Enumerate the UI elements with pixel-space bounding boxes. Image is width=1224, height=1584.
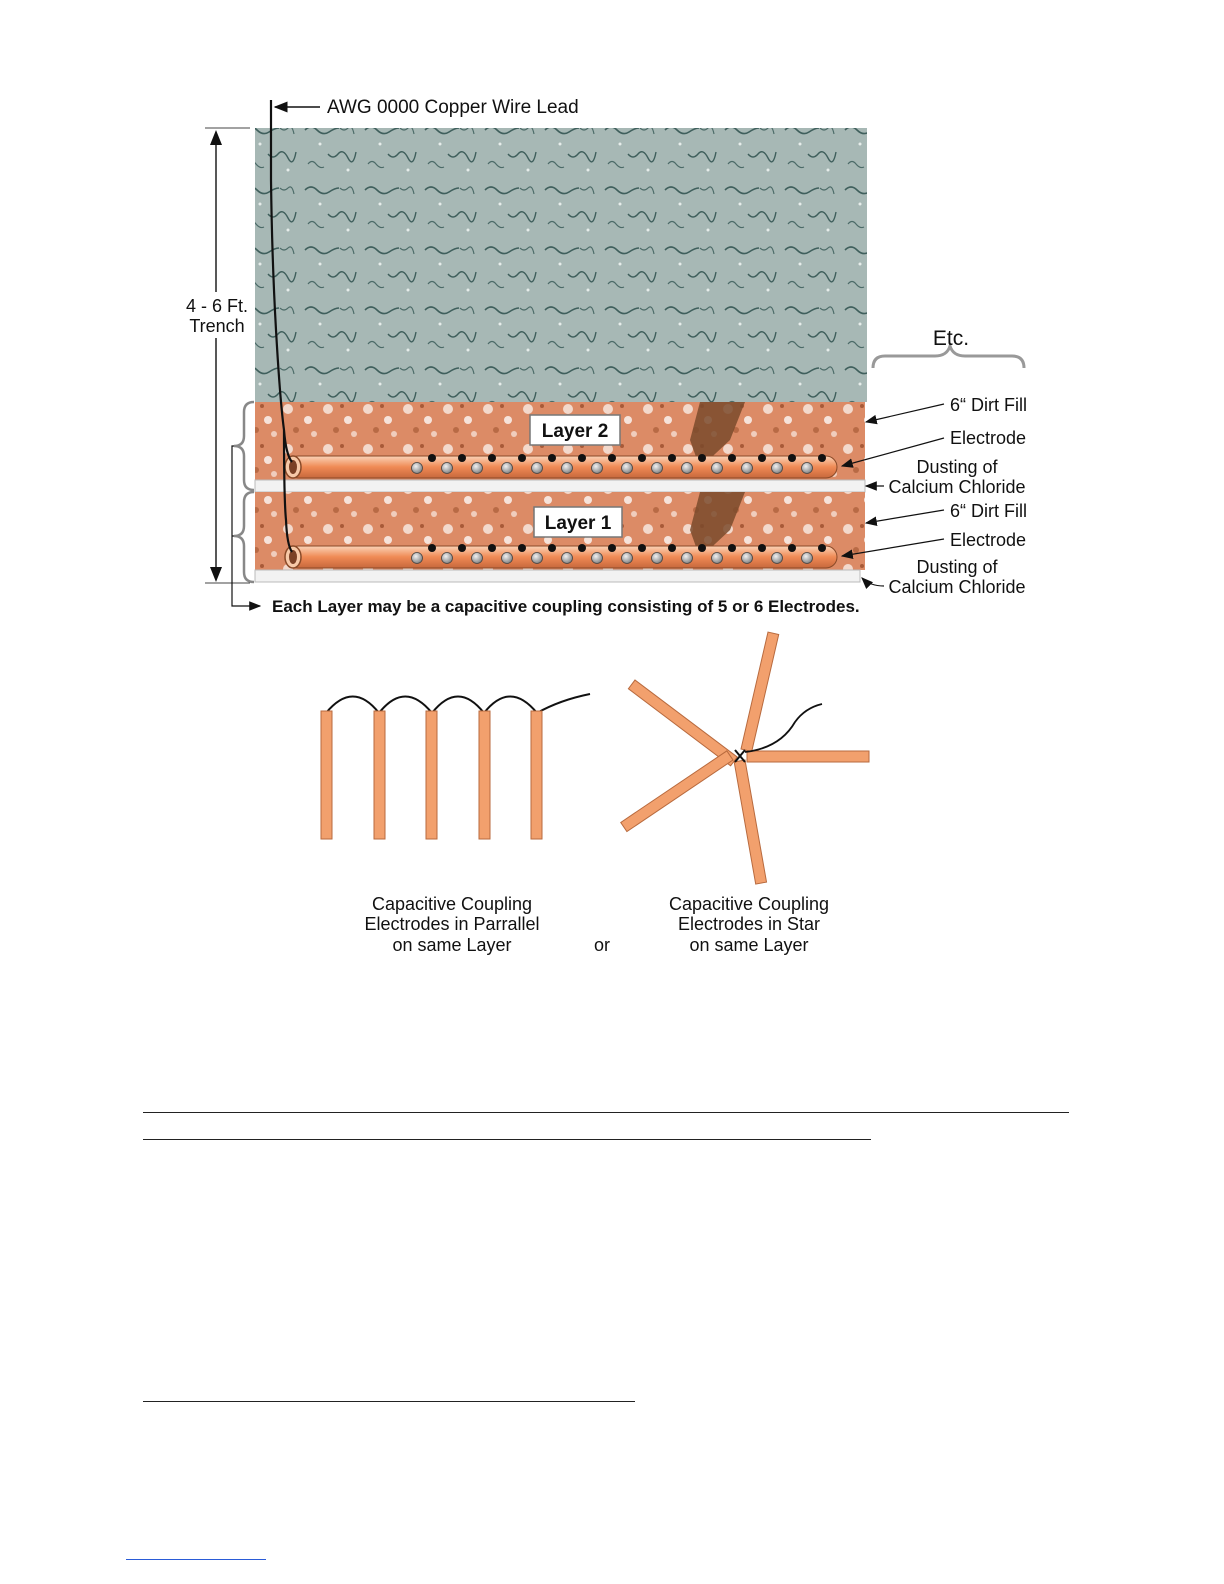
perforation-top xyxy=(788,454,796,462)
perforation-hole xyxy=(502,463,513,474)
perforation-hole xyxy=(412,463,423,474)
layer-2-brace xyxy=(234,402,254,490)
perforation-top xyxy=(578,454,586,462)
perforation-top xyxy=(728,454,736,462)
parallel-caption-line3: on same Layer xyxy=(392,935,512,955)
perforation-top xyxy=(638,544,646,552)
perforation-hole xyxy=(592,463,603,474)
perforation-top xyxy=(608,454,616,462)
perforation-hole xyxy=(442,463,453,474)
perforation-top xyxy=(458,454,466,462)
perforation-hole xyxy=(622,553,633,564)
perforation-top xyxy=(548,454,556,462)
perforation-hole xyxy=(532,463,543,474)
perforation-top xyxy=(818,544,826,552)
perforation-hole xyxy=(652,463,663,474)
dusting-label-layer-1-line2: Calcium Chloride xyxy=(888,577,1026,597)
electrode-label-layer-1: Electrode xyxy=(950,530,1027,550)
perforation-top xyxy=(608,544,616,552)
star-electrodes-diagram xyxy=(621,632,869,884)
perforation-top xyxy=(668,454,676,462)
perforation-hole xyxy=(562,463,573,474)
electrode-label-layer-2: Electrode xyxy=(950,428,1027,448)
perforation-top xyxy=(728,544,736,552)
etc-label: Etc. xyxy=(932,327,970,350)
dusting-label-layer-1-line1: Dusting of xyxy=(916,557,998,577)
perforation-top xyxy=(578,544,586,552)
horizontal-rule-2 xyxy=(143,1139,871,1140)
layer-note: Each Layer may be a capacitive coupling consisting of 5 or 6 Electrodes. xyxy=(272,597,860,616)
perforation-top xyxy=(488,454,496,462)
calcium-chloride-layer-1 xyxy=(255,570,860,582)
perforation-hole xyxy=(712,463,723,474)
footnote-separator xyxy=(143,1401,635,1402)
horizontal-rule-1 xyxy=(143,1112,1069,1113)
perforation-hole xyxy=(502,553,513,564)
perforation-hole xyxy=(532,553,543,564)
perforation-hole xyxy=(592,553,603,564)
electrode-layer-2 xyxy=(285,456,837,478)
parallel-caption-line1: Capacitive Coupling xyxy=(371,894,533,914)
perforation-top xyxy=(668,544,676,552)
perforation-top xyxy=(428,454,436,462)
dirt-fill-label-layer-1: 6“ Dirt Fill xyxy=(950,501,1027,521)
perforation-hole xyxy=(652,553,663,564)
star-caption-line3: on same Layer xyxy=(689,935,809,955)
perforation-top xyxy=(758,544,766,552)
perforation-hole xyxy=(472,553,483,564)
layer-1-brace xyxy=(234,492,254,582)
trench-label-line2: Trench xyxy=(189,316,245,336)
perforation-hole xyxy=(442,553,453,564)
topsoil-layer xyxy=(255,128,867,402)
perforation-hole xyxy=(412,553,423,564)
perforation-top xyxy=(488,544,496,552)
layer-1-label: Layer 1 xyxy=(544,513,612,534)
perforation-top xyxy=(518,454,526,462)
perforation-top xyxy=(518,544,526,552)
dusting-label-layer-2-line2: Calcium Chloride xyxy=(888,477,1026,497)
perforation-top xyxy=(788,544,796,552)
parallel-caption-line2: Electrodes in Parrallel xyxy=(364,914,540,934)
perforation-top xyxy=(758,454,766,462)
perforation-top xyxy=(698,544,706,552)
perforation-hole xyxy=(772,463,783,474)
trench-label-line1: 4 - 6 Ft. xyxy=(185,296,249,316)
electrode-layer-1 xyxy=(285,546,837,568)
star-caption-line2: Electrodes in Star xyxy=(677,914,821,934)
perforation-hole xyxy=(742,553,753,564)
perforation-hole xyxy=(712,553,723,564)
perforation-top xyxy=(698,454,706,462)
parallel-electrodes-diagram xyxy=(321,694,590,839)
or-label: or xyxy=(593,935,611,955)
perforation-top xyxy=(548,544,556,552)
perforation-top xyxy=(818,454,826,462)
perforation-hole xyxy=(682,553,693,564)
perforation-hole xyxy=(622,463,633,474)
calcium-chloride-layer-2 xyxy=(255,480,865,492)
perforation-hole xyxy=(772,553,783,564)
perforation-hole xyxy=(472,463,483,474)
perforation-top xyxy=(638,454,646,462)
star-caption-line1: Capacitive Coupling xyxy=(668,894,830,914)
perforation-hole xyxy=(742,463,753,474)
perforation-top xyxy=(428,544,436,552)
perforation-top xyxy=(458,544,466,552)
perforation-hole xyxy=(562,553,573,564)
perforation-hole xyxy=(802,463,813,474)
dirt-fill-label-layer-2: 6“ Dirt Fill xyxy=(950,395,1027,415)
footer-link-underline xyxy=(126,1559,266,1560)
perforation-hole xyxy=(682,463,693,474)
dusting-label-layer-2-line1: Dusting of xyxy=(916,457,998,477)
wire-lead-label: AWG 0000 Copper Wire Lead xyxy=(327,97,579,118)
perforation-hole xyxy=(802,553,813,564)
layer-2-label: Layer 2 xyxy=(541,421,609,442)
